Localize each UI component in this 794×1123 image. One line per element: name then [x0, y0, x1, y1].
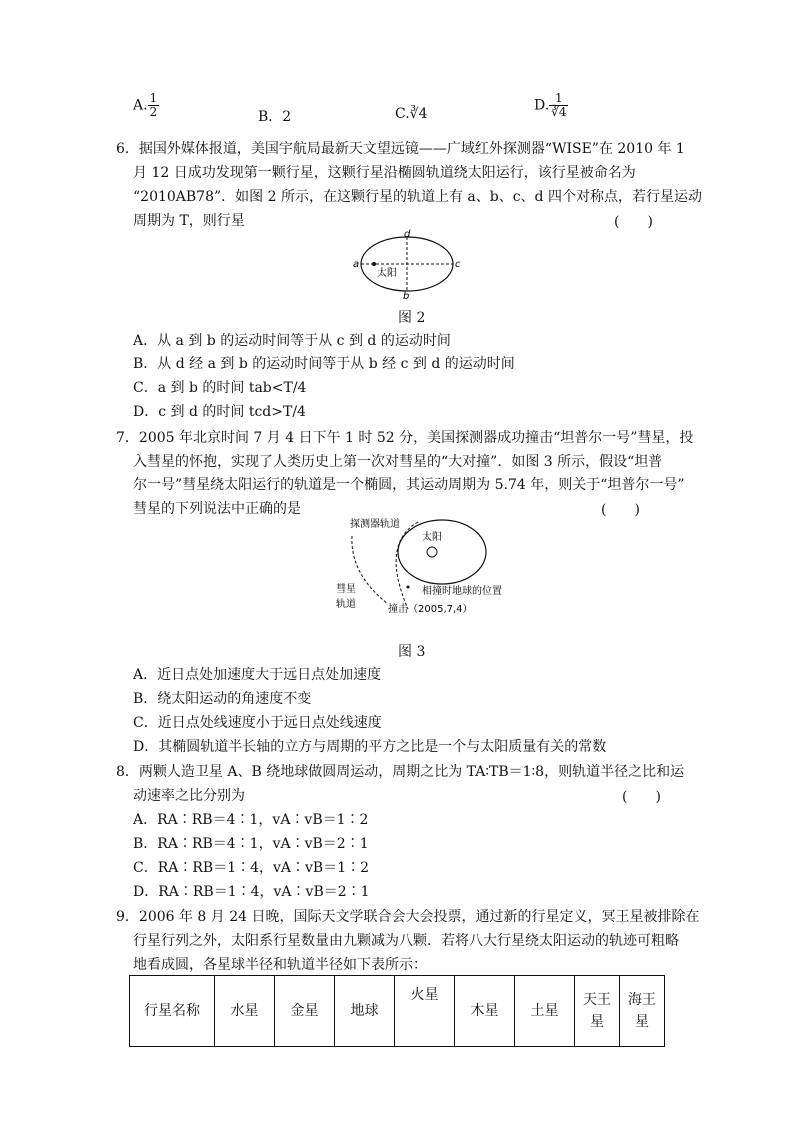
table-cell: 水星 [215, 976, 275, 1047]
table-header-row [130, 976, 665, 1047]
q6-line-2: 月 12 日成功发现第一颗行星，这颗行星沿椭圆轨道绕太阳运行，该行星被命名为 [133, 165, 636, 181]
fraction [549, 92, 568, 119]
q8-option-b: B．RA∶RB＝4∶1，vA∶vB＝2∶1 [133, 836, 369, 852]
comet-orbit-dashed [352, 536, 388, 604]
q6-option-b: B．从 d 经 a 到 b 的运动时间等于从 b 经 c 到 d 的运动时间 [133, 356, 515, 372]
q8-option-d: D．RA∶RB＝1∶4，vA∶vB＝2∶1 [133, 884, 370, 900]
denominator: 2 [149, 105, 158, 119]
q6-answer-paren: ( ) [614, 214, 653, 230]
q7-option-a: A．近日点处加速度大于远日点处加速度 [133, 667, 382, 683]
label-impact: 撞击（2005,7,4） [388, 604, 473, 615]
label-c: c [455, 259, 461, 270]
table-cell: 海王星 [620, 976, 665, 1047]
sun-dot [372, 262, 376, 266]
fraction [148, 92, 160, 119]
figure-2-ellipse-orbit [350, 229, 470, 301]
sun-icon [427, 547, 437, 557]
planet-table [129, 975, 665, 1047]
q8-line-2: 动速率之比分别为 [133, 788, 245, 804]
label-probe-orbit: 探测器轨道 [350, 519, 400, 530]
label-sun: 太阳 [377, 268, 397, 279]
q7-line-1: 7．2005 年北京时间 7 月 4 日下午 1 时 52 分，美国探测器成功撞击“坦普尔一号”彗星，投 [116, 430, 694, 446]
q7-line-3: 尔一号”彗星绕太阳运行的轨道是一个椭圆，其运动周期为 5.74 年，则关于“坦普尔一号” [133, 477, 685, 493]
table-cell: 行星名称 [130, 976, 215, 1047]
figure-2-caption: 图 2 [398, 310, 426, 326]
q8-option-a: A．RA∶RB＝4∶1，vA∶vB＝1∶2 [133, 812, 369, 828]
table-cell: 地球 [335, 976, 395, 1047]
cube-root: ∛4 [409, 106, 428, 122]
q9-line-3: 地看成圆，各星球半径和轨道半径如下表所示： [133, 957, 427, 973]
q8-line-1: 8．两颗人造卫星 A、B 绕地球做圆周运动，周期之比为 TA∶TB＝1∶8，则轨道半径之比和运 [116, 764, 685, 780]
numerator: 1 [149, 91, 158, 105]
q7-option-d: D．其椭圆轨道半长轴的立方与周期的平方之比是一个与太阳质量有关的常数 [133, 739, 607, 755]
q6-option-d: D．c 到 d 的时间 tcd>T/4 [133, 404, 306, 420]
table-cell: 木星 [455, 976, 515, 1047]
figure-3-comet-orbit [330, 514, 530, 624]
q7-option-b: B．绕太阳运动的角速度不变 [133, 691, 312, 707]
q5-option-d [534, 92, 568, 119]
q9-line-1: 9．2006 年 8 月 24 日晚，国际天文学联合会大会投票，通过新的行星定义，冥王星被排除在 [116, 909, 700, 925]
label-d: d [404, 229, 411, 240]
earth-orbit-ellipse [398, 520, 486, 584]
q8-option-c: C．RA∶RB＝1∶4，vA∶vB＝1∶2 [133, 860, 370, 876]
earth-position-dot [407, 586, 410, 589]
table-cell: 火星 [395, 976, 455, 1047]
q7-line-4: 彗星的下列说法中正确的是 [133, 501, 301, 517]
probe-orbit-dashed [396, 522, 418, 609]
denominator: ∛4 [551, 105, 567, 119]
option-prefix: C. [395, 106, 410, 122]
q6-option-a: A．从 a 到 b 的运动时间等于从 c 到 d 的运动时间 [133, 333, 451, 349]
q9-line-2: 行星行列之外，太阳系行星数量由九颗减为八颗．若将八大行星绕太阳运动的轨迹可粗略 [133, 933, 679, 949]
label-comet-2: 轨道 [336, 599, 356, 610]
q7-line-2: 入彗星的怀抱，实现了人类历史上第一次对彗星的“大对撞”．如图 3 所示，假设“坦普 [133, 454, 663, 470]
q6-line-4: 周期为 T，则行星 [133, 213, 245, 229]
q5-option-c [395, 106, 428, 122]
figure-3-caption: 图 3 [398, 644, 426, 660]
q6-option-c: C．a 到 b 的时间 tab<T/4 [133, 380, 307, 396]
option-prefix: A. [133, 97, 148, 114]
q6-line-1: 6．据国外媒体报道，美国宇航局最新天文望远镜——广域红外探测器“WISE”在 2010 年 1 [116, 141, 685, 157]
q6-line-3: “2010AB78”．如图 2 所示，在这颗行星的轨道上有 a、b、c、d 四个对称点，若行星运动 [133, 189, 702, 205]
q5-option-a [133, 92, 159, 119]
q7-answer-paren: ( ) [601, 502, 640, 518]
label-comet-1: 彗星 [336, 584, 356, 595]
q5-option-b: B．2 [258, 109, 292, 125]
table-cell: 金星 [275, 976, 335, 1047]
label-a: a [353, 259, 360, 270]
table-cell: 天王星 [575, 976, 620, 1047]
q7-option-c: C．近日点处线速度小于远日点处线速度 [133, 715, 382, 731]
option-prefix: D. [534, 97, 550, 114]
numerator: 1 [549, 92, 568, 106]
label-b: b [403, 291, 410, 301]
label-earth-position: 相撞时地球的位置 [422, 586, 502, 597]
q8-answer-paren: ( ) [622, 789, 661, 805]
label-sun: 太阳 [422, 532, 442, 543]
table-cell: 土星 [515, 976, 575, 1047]
